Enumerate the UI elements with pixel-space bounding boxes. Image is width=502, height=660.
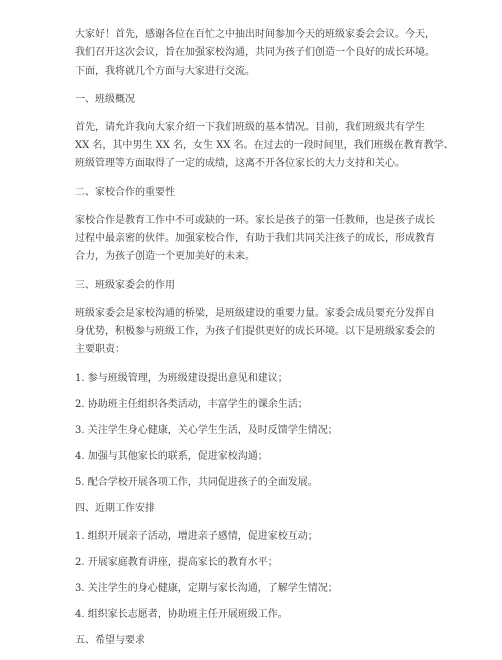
plan-list-item: 2. 开展家庭教育讲座，提高家长的教育水平；	[75, 556, 278, 568]
cooperation-paragraph	[75, 212, 435, 267]
cooperation-line: 家校合作是教育工作中不可或缺的一环。家长是孩子的第一任教师，也是孩子成长	[75, 214, 435, 226]
section-heading-overview: 一、班级概况	[75, 93, 135, 105]
cooperation-line: 合力，为孩子创造一个更加美好的未来。	[75, 251, 255, 263]
section-heading-committee-role: 三、班级家委会的作用	[75, 279, 175, 291]
plan-list-item: 3. 关注学生的身心健康，定期与家长沟通，了解学生情况；	[75, 582, 338, 594]
committee-role-line: 班级家委会是家校沟通的桥梁，是班级建设的重要力量。家委会成员要充分发挥自	[75, 307, 435, 319]
intro-line: 大家好！首先，感谢各位在百忙之中抽出时间参加今天的班级家委会会议。今天，	[75, 29, 435, 40]
plan-list-item: 1. 组织开展亲子活动，增进亲子感情，促进家校互动；	[75, 530, 318, 542]
intro-line: 我们召开这次会议，旨在加强家校沟通，共同为孩子们创造一个良好的成长环境。	[75, 47, 435, 59]
document-page	[75, 26, 454, 660]
overview-line: 班级管理等方面取得了一定的成绩，这离不开各位家长的大力支持和关心。	[75, 158, 405, 170]
duty-list-item: 3. 关注学生身心健康，关心学生生活，及时反馈学生情况；	[75, 424, 338, 436]
committee-role-line: 身优势，积极参与班级工作，为孩子们提供更好的成长环境。以下是班级家委会的	[75, 325, 435, 337]
overview-line: XX 名，其中男生 XX 名，女生 XX 名。在过去的一段时间里，我们班级在教育教学、	[75, 140, 454, 152]
overview-paragraph	[75, 119, 454, 174]
duty-list-item: 4. 加强与其他家长的联系，促进家校沟通；	[75, 450, 268, 462]
section-heading-work-plan: 四、近期工作安排	[75, 502, 155, 514]
intro-line: 下面，我将就几个方面与大家进行交流。	[75, 65, 255, 77]
committee-role-line: 主要职责：	[75, 344, 125, 356]
cooperation-line: 过程中最亲密的伙伴。加强家校合作，有助于我们共同关注孩子的成长，形成教育	[75, 233, 435, 245]
duty-list-item: 5. 配合学校开展各项工作，共同促进孩子的全面发展。	[75, 476, 318, 488]
committee-role-paragraph	[75, 305, 435, 360]
intro-paragraph	[75, 26, 435, 81]
duty-list-item: 2. 协助班主任组织各类活动，丰富学生的课余生活；	[75, 398, 308, 410]
section-heading-expectations: 五、希望与要求	[75, 634, 145, 646]
section-heading-cooperation: 二、家校合作的重要性	[75, 186, 175, 198]
plan-list-item: 4. 组织家长志愿者，协助班主任开展班级工作。	[75, 608, 288, 620]
overview-line: 首先，请允许我向大家介绍一下我们班级的基本情况。目前，我们班级共有学生	[75, 121, 425, 133]
duty-list-item: 1. 参与班级管理，为班级建设提出意见和建议；	[75, 372, 288, 384]
